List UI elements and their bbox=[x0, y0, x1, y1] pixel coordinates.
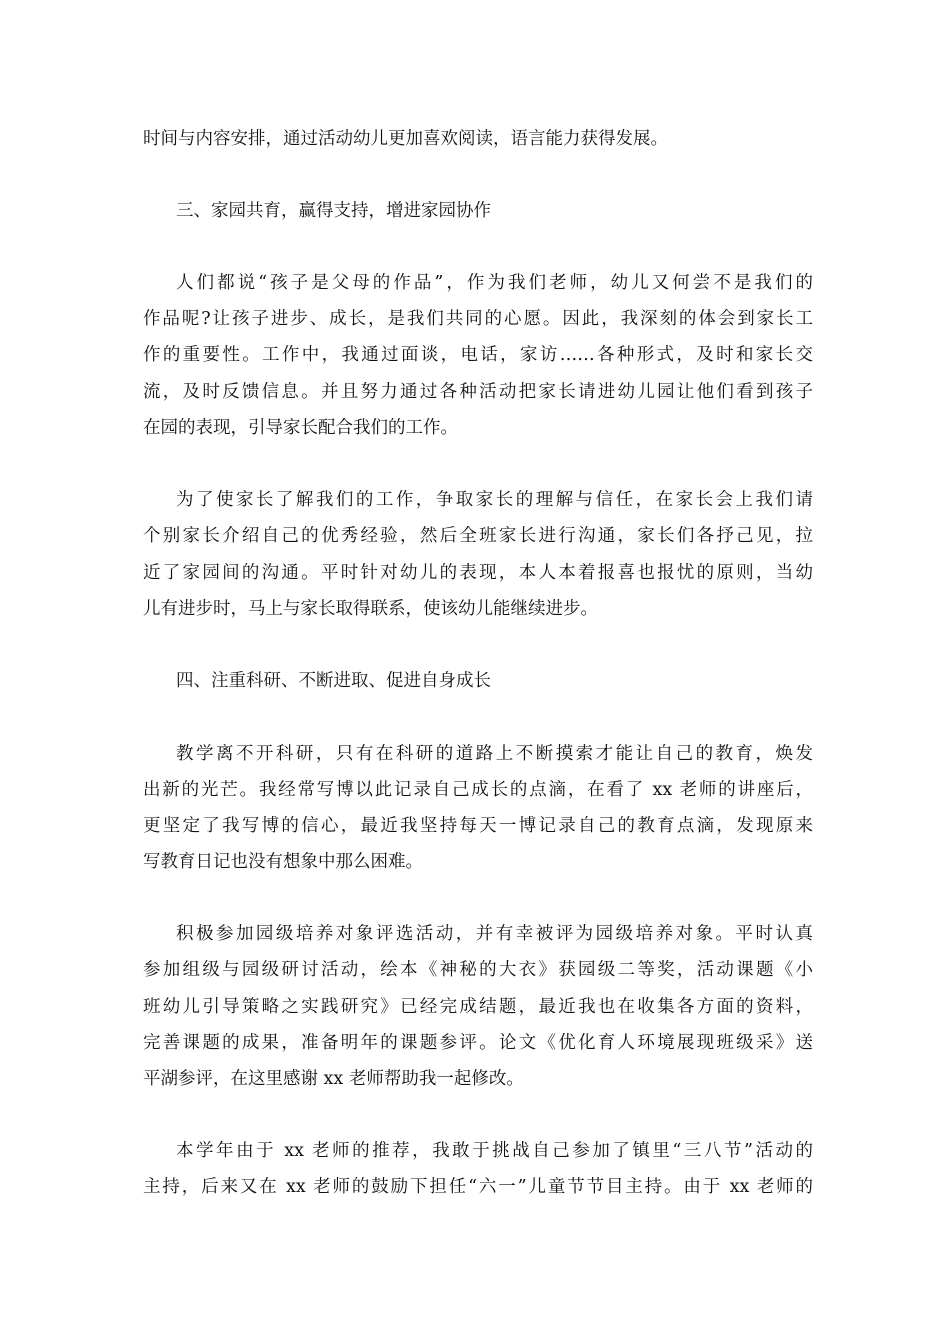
paragraph-line: 为了使家长了解我们的工作，争取家长的理解与信任，在家长会上我们请 bbox=[176, 490, 813, 510]
paragraph-line: 写教育日记也没有想象中那么困难。 bbox=[143, 852, 423, 872]
paragraph-line: 平湖参评，在这里感谢 xx 老师帮助我一起修改。 bbox=[143, 1069, 524, 1089]
paragraph-line: 教学离不开科研，只有在科研的道路上不断摸索才能让自己的教育，焕发 bbox=[176, 744, 813, 764]
paragraph-line: 个别家长介绍自己的优秀经验，然后全班家长进行沟通，家长们各抒己见，拉 bbox=[143, 526, 813, 546]
paragraph-line: 更坚定了我写博的信心，最近我坚持每天一博记录自己的教育点滴，发现原来 bbox=[143, 816, 813, 836]
paragraph-line: 作品呢?让孩子进步、成长，是我们共同的心愿。因此，我深刻的体会到家长工 bbox=[143, 309, 813, 329]
paragraph-line: 作的重要性。工作中，我通过面谈，电话，家访……各种形式，及时和家长交 bbox=[143, 345, 813, 365]
paragraph-line: 近了家园间的沟通。平时针对幼儿的表现，本人本着报喜也报忧的原则，当幼 bbox=[143, 563, 813, 583]
paragraph-line: 参加组级与园级研讨活动，绘本《神秘的大衣》获园级二等奖，活动课题《小 bbox=[143, 960, 813, 980]
paragraph-line: 本学年由于 xx 老师的推荐，我敢于挑战自己参加了镇里“三八节”活动的 bbox=[176, 1141, 813, 1161]
paragraph-line: 人们都说“孩子是父母的作品”，作为我们老师，幼儿又何尝不是我们的 bbox=[176, 273, 813, 293]
paragraph-line: 完善课题的成果，准备明年的课题参评。论文《优化育人环境展现班级采》送 bbox=[143, 1033, 813, 1053]
paragraph-line: 在园的表现，引导家长配合我们的工作。 bbox=[143, 418, 458, 438]
paragraph-line: 主持，后来又在 xx 老师的鼓励下担任“六一”儿童节节目主持。由于 xx 老师的 bbox=[143, 1177, 813, 1197]
paragraph-line: 时间与内容安排，通过活动幼儿更加喜欢阅读，语言能力获得发展。 bbox=[143, 129, 668, 149]
paragraph-line: 流，及时反馈信息。并且努力通过各种活动把家长请进幼儿园让他们看到孩子 bbox=[143, 382, 813, 402]
section-heading-3: 三、家园共育，赢得支持，增进家园协作 bbox=[176, 201, 491, 221]
paragraph-line: 出新的光芒。我经常写博以此记录自己成长的点滴，在看了 xx 老师的讲座后， bbox=[143, 780, 813, 800]
paragraph-line: 班幼儿引导策略之实践研究》已经完成结题，最近我也在收集各方面的资料， bbox=[143, 997, 813, 1017]
section-heading-4: 四、注重科研、不断进取、促进自身成长 bbox=[176, 671, 491, 691]
paragraph-line: 儿有进步时，马上与家长取得联系，使该幼儿能继续进步。 bbox=[143, 599, 598, 619]
paragraph-line: 积极参加园级培养对象评选活动，并有幸被评为园级培养对象。平时认真 bbox=[176, 924, 813, 944]
